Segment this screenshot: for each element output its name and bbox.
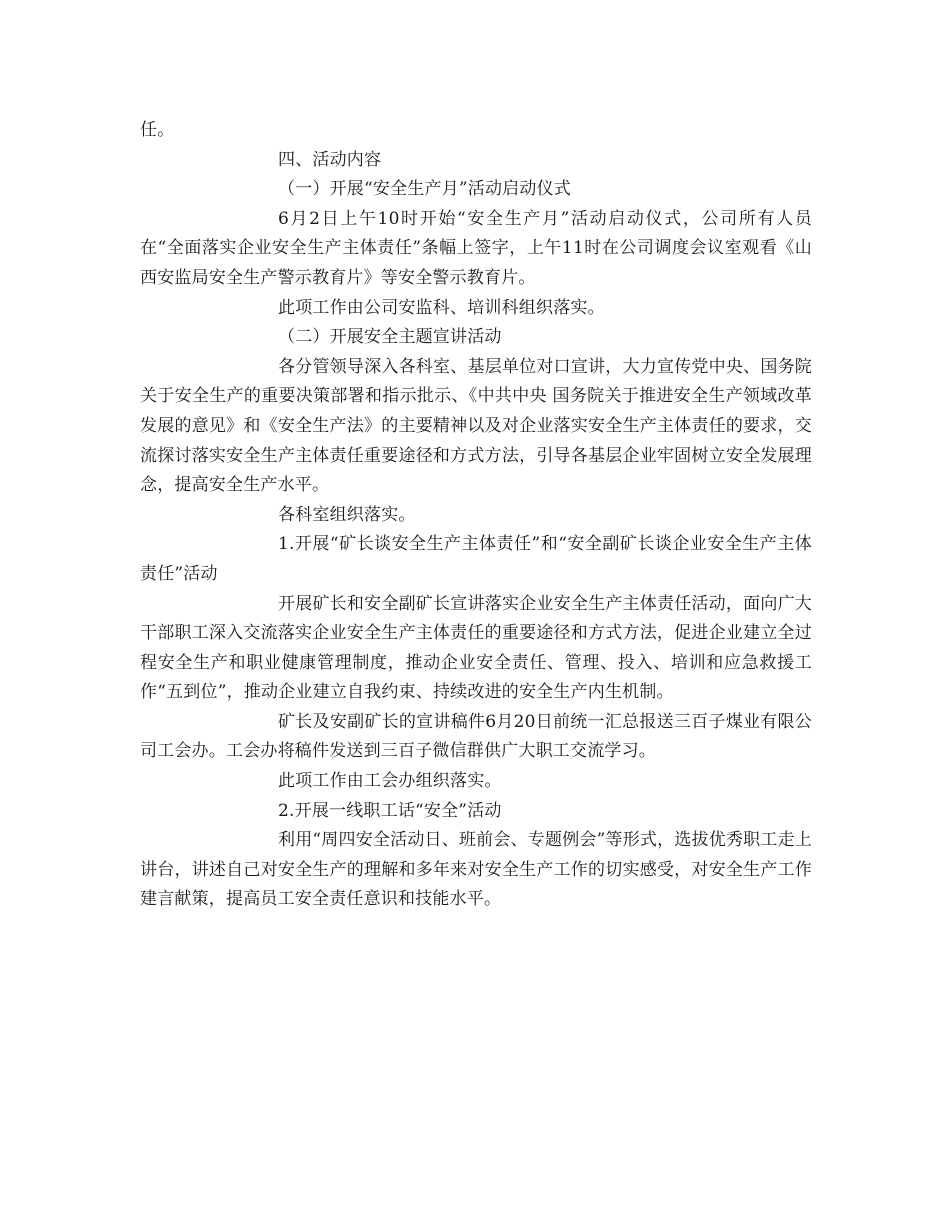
- paragraph-item-1-submission: 矿长及安副矿长的宣讲稿件6月20日前统一汇总报送三百子煤业有限公司工会办。工会办将稿件发送到三百子微信群供广大职工交流学习。: [140, 711, 812, 762]
- paragraph-launch-ceremony: 6月2日上午10时开始“安全生产月”活动启动仪式，公司所有人员在“全面落实企业安全生产主体责任”条幅上签字，上午11时在公司调度会议室观看《山西安监局安全生产警示教育片》等安全警示教育片。: [140, 208, 812, 288]
- paragraph-1: 任。: [140, 120, 175, 140]
- item-heading-2: 2.开展一线职工话“安全”活动: [278, 800, 502, 821]
- document-body: [140, 116, 812, 915]
- paragraph-item-1-responsible: 此项工作由工会办组织落实。: [278, 771, 502, 792]
- section-heading-activity-content: 四、活动内容: [278, 149, 382, 170]
- paragraph-item-1-description: 开展矿长和安全副矿长宣讲落实企业安全生产主体责任活动，面向广大干部职工深入交流落实企业安全生产主体责任的重要途径和方式方法，促进企业建立全过程安全生产和职业健康管理制度，推动企业安全责任、管理、投入、培训和应急救援工作“五到位”，推动企业建立自我约束、持续改进的安全生产内生机制。: [140, 593, 812, 703]
- item-heading-1: 1.开展“矿长谈安全生产主体责任”和“安全副矿长谈企业安全生产主体责任”活动: [140, 534, 812, 584]
- paragraph-item-2-description: 利用“周四安全活动日、班前会、专题例会”等形式，选拔优秀职工走上讲台，讲述自己对安全生产的理解和多年来对安全生产工作的切实感受，对安全生产工作建言献策，提高员工安全责任意识和技能水平。: [140, 830, 812, 910]
- subheading-safety-lectures: （二）开展安全主题宣讲活动: [278, 327, 502, 348]
- subheading-launch-ceremony: （一）开展“安全生产月”活动启动仪式: [278, 179, 571, 200]
- paragraph-launch-responsible: 此项工作由公司安监科、培训科组织落实。: [278, 297, 605, 318]
- paragraph-safety-lectures: 各分管领导深入各科室、基层单位对口宣讲，大力宣传党中央、国务院关于安全生产的重要决策部署和指示批示、《中共中央 国务院关于推进安全生产领域改革发展的意见》和《安全生产法》的主要精神以及对企业落实安全生产主体责任的要求，交流探讨落实安全生产主体责任重要途径和方式方法，引导各基层企业牢固树立安全发展理念，提高安全生产水平。: [140, 356, 812, 496]
- paragraph-lectures-responsible: 各科室组织落实。: [278, 504, 416, 525]
